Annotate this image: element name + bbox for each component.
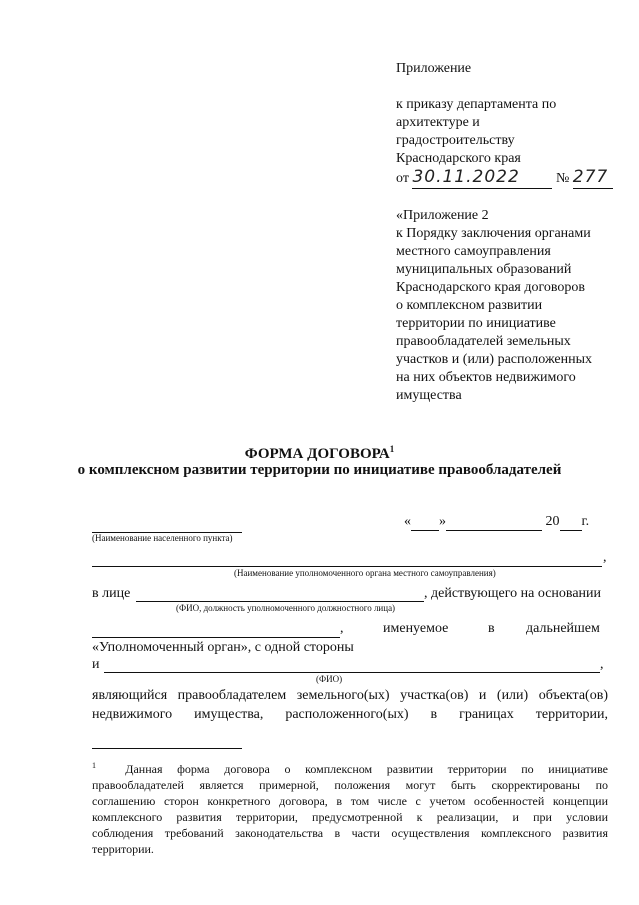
footnote-mark: 1 — [92, 761, 96, 770]
form-title — [0, 444, 639, 463]
contract-date-row — [404, 514, 589, 531]
official-caption: (ФИО, должность уполномоченного должностного лица) — [176, 603, 396, 613]
form-title-main: ФОРМА ДОГОВОРА — [244, 446, 390, 462]
appendix-order-line-4: Краснодарского края — [396, 151, 521, 166]
footnote-line: соблюдения требований законодательства в части осуществления комплексного развития — [92, 826, 608, 840]
order-number-field — [573, 168, 613, 189]
form-subtitle: о комплексном развитии территории по инициативе правообладателей — [77, 462, 562, 478]
basis-comma: , — [340, 621, 344, 636]
basis-field-line — [92, 637, 340, 638]
year-suffix: г. — [581, 514, 590, 529]
hereinafter-word-1: именуемое — [383, 621, 449, 636]
authorized-body-line: «Уполномоченный орган», с одной стороны — [92, 640, 354, 655]
fio-caption: (ФИО) — [316, 674, 343, 684]
day-field — [411, 514, 439, 531]
appendix2-line: муниципальных образований — [396, 262, 572, 277]
paragraph-line-2: недвижимого имущества, расположенного(ых) в границах территории, — [92, 707, 608, 722]
appendix-order-line-1: к приказу департамента по — [396, 97, 557, 112]
appendix-order-line-3: градостроительству — [396, 133, 515, 148]
year-prefix: 20 — [545, 514, 560, 529]
order-date-field — [412, 168, 552, 189]
order-date-value: 30.11.2022 — [412, 167, 520, 187]
appendix2-line: «Приложение 2 — [396, 208, 489, 223]
official-field-line — [136, 601, 424, 602]
appendix2-line: местного самоуправления — [396, 244, 551, 259]
appendix2-line: Краснодарского края договоров — [396, 280, 585, 295]
form-title-footnote-mark: 1 — [389, 444, 395, 454]
appendix2-line: участков и (или) расположенных — [396, 352, 593, 367]
footnote-line: соглашению сторон конкретного договора, в том числе с учетом особенностей концепции — [92, 794, 608, 808]
party-fio-field-line — [104, 672, 600, 673]
order-number-value: 277 — [572, 167, 609, 187]
month-field — [446, 514, 542, 531]
hereinafter-word-3: дальнейшем — [526, 621, 600, 636]
order-date-number-line — [396, 168, 613, 189]
date-prefix: от — [396, 171, 409, 186]
appendix2-line: правообладателей земельных — [396, 334, 571, 349]
hereinafter-word-2: в — [488, 621, 495, 636]
authority-caption: (Наименование уполномоченного органа местного самоуправления) — [234, 568, 496, 578]
appendix-title: Приложение — [396, 61, 472, 76]
appendix-order-line-2: архитектуре и — [396, 115, 480, 130]
footnote-text-1: Данная форма договора о комплексном развитии территории по инициативе — [125, 762, 608, 776]
authority-field-line — [92, 566, 602, 567]
appendix-header — [396, 60, 613, 405]
party-comma: , — [600, 657, 604, 672]
footnote-line: комплексного развития территории, предусмотренной к реализации, и при условии — [92, 810, 608, 824]
footnote-line-1 — [92, 758, 608, 777]
footnote — [92, 758, 608, 857]
acting-basis-text: , действующего на основании — [424, 586, 602, 601]
in-person-label: в лице — [92, 586, 131, 601]
appendix2-line: о комплексном развитии — [396, 298, 543, 313]
appendix2-line: на них объектов недвижимого — [396, 370, 576, 385]
and-label: и — [92, 657, 100, 672]
number-sign: № — [555, 171, 570, 186]
footnote-line: территории. — [92, 842, 154, 856]
appendix2-line: к Порядку заключения органами — [396, 226, 591, 241]
footnote-line: правообладателей является примерной, положения могут быть скорректированы по — [92, 778, 608, 792]
appendix2-line: имущества — [396, 388, 462, 403]
settlement-caption: (Наименование населенного пункта) — [92, 533, 233, 543]
date-open-quote: « — [404, 514, 411, 529]
appendix2-line: территории по инициативе — [396, 316, 556, 331]
authority-comma: , — [603, 550, 607, 565]
paragraph-line-1: являющийся правообладателем земельного(ых) участка(ов) и (или) объекта(ов) — [92, 688, 608, 703]
footnote-separator — [92, 748, 242, 749]
date-close-quote: » — [439, 514, 446, 529]
year-field — [560, 514, 582, 531]
